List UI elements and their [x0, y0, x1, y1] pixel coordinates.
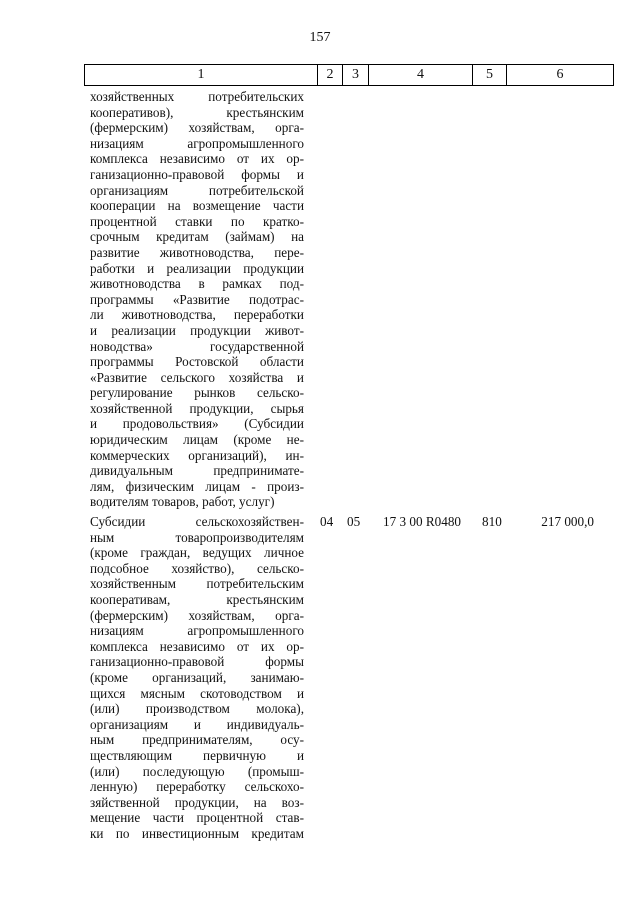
- text-line: и продовольствия» (Субсидии: [90, 416, 304, 432]
- row-2-expense-type-code: 810: [482, 514, 502, 529]
- header-col-5: 5: [472, 65, 506, 85]
- text-line: хозяйственным потребительским: [90, 576, 304, 592]
- text-line: кооперативов), крестьянским: [90, 104, 304, 120]
- header-col-4: 4: [368, 65, 472, 85]
- row-2-section-code: 04: [320, 514, 334, 529]
- text-line: кооперации на возмещение части: [90, 198, 304, 214]
- row-2-amount: 217 000,0: [541, 514, 594, 529]
- text-line: ным предпринимателям, осу-: [90, 732, 304, 748]
- text-line: комплекса независимо от их ор-: [90, 151, 304, 167]
- text-line: развитие животноводства, пере-: [90, 244, 304, 260]
- text-line: программы Ростовской области: [90, 354, 304, 370]
- text-line: подсобное хозяйство), сельско-: [90, 560, 304, 576]
- row-2-subsection-code: 05: [347, 514, 361, 529]
- header-col-6: 6: [506, 65, 613, 85]
- text-line: ным товаропроизводителям: [90, 529, 304, 545]
- row-2-target-article-code: 17 3 00 R0480: [383, 514, 462, 529]
- text-line: зяйственной продукции, на воз-: [90, 794, 304, 810]
- text-line: ганизационно-правовой формы: [90, 654, 304, 670]
- text-line: ки по инвестиционным кредитам: [90, 825, 304, 841]
- text-line: организациям потребительской: [90, 182, 304, 198]
- header-col-3: 3: [342, 65, 368, 85]
- row-2-description: [90, 514, 304, 841]
- text-line: регулирование рынков сельско-: [90, 385, 304, 401]
- text-line: и реализации продукции живот-: [90, 322, 304, 338]
- text-line: (кроме граждан, ведущих личное: [90, 545, 304, 561]
- text-line: ли животноводства, переработки: [90, 307, 304, 323]
- text-line: ленную) переработку сельскохо-: [90, 779, 304, 795]
- text-line: программы «Развитие подотрас-: [90, 291, 304, 307]
- text-line: лям, физическим лицам - произ-: [90, 478, 304, 494]
- text-line: (фермерским) хозяйствам, орга-: [90, 120, 304, 136]
- text-line: низациям агропромышленного: [90, 623, 304, 639]
- text-line: водителям товаров, работ, услуг): [90, 494, 275, 510]
- text-line: мещение части процентной став-: [90, 810, 304, 826]
- text-line: комплекса независимо от их ор-: [90, 638, 304, 654]
- text-line: животноводства в рамках под-: [90, 276, 304, 292]
- header-col-2: 2: [317, 65, 342, 85]
- text-line: срочным кредитам (займам) на: [90, 229, 304, 245]
- text-line: хозяйственных потребительских: [90, 89, 304, 104]
- text-line: (или) последующую (промыш-: [90, 763, 304, 779]
- text-line: коммерческих организаций), ин-: [90, 447, 304, 463]
- page-number: 157: [309, 30, 331, 45]
- text-line: щихся мясным скотоводством и: [90, 685, 304, 701]
- text-line: (фермерским) хозяйствам, орга-: [90, 607, 304, 623]
- text-line: работки и реализации продукции: [90, 260, 304, 276]
- text-line: дивидуальным предпринимате-: [90, 463, 304, 479]
- text-line: кооперативам, крестьянским: [90, 591, 304, 607]
- row-1-description: [90, 89, 304, 510]
- text-line: Субсидии сельскохозяйствен-: [90, 514, 304, 529]
- table-header-row: [84, 64, 614, 86]
- text-line: «Развитие сельского хозяйства и: [90, 369, 304, 385]
- header-col-1: 1: [197, 67, 205, 82]
- text-line: ганизационно-правовой формы и: [90, 166, 304, 182]
- text-line: юридическим лицам (кроме не-: [90, 432, 304, 448]
- text-line: низациям агропромышленного: [90, 135, 304, 151]
- text-line: новодства» государственной: [90, 338, 304, 354]
- text-line: ществляющим первичную и: [90, 747, 304, 763]
- text-line: (кроме организаций, занимаю-: [90, 669, 304, 685]
- text-line: организациям и индивидуаль-: [90, 716, 304, 732]
- text-line: (или) производством молока),: [90, 701, 304, 717]
- text-line: хозяйственной продукции, сырья: [90, 400, 304, 416]
- text-line: процентной ставки по кратко-: [90, 213, 304, 229]
